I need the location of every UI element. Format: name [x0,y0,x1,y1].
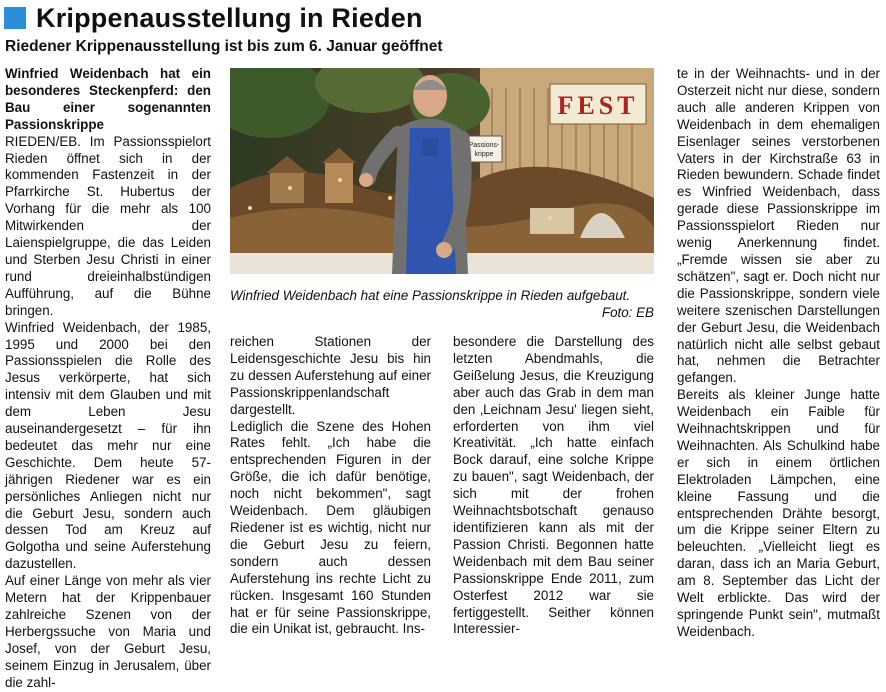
text-column-2 [230,334,431,638]
paragraph: Bereits als kleiner Junge hatte Weidenbach ein Faible für Weihnachtskrippen und für Weihnachten. Als Schulkind habe er sich in einem örtlichen Elektroladen Lämpchen, eine kleine Fassung und die entsprechenden Drähte besorgt, um die Krippe seiner Eltern zu beleuchten. „Vielleicht liegt es daran, dass ich an Maria Geburt, am 8. September das Licht der Welt erblickte. Das wird der springende Punkt sein", mutmaßt Weidenbach. [677,387,880,639]
paragraph: te in der Weihnachts- und in der Osterzeit nicht nur diese, sondern auch alle anderen Krippen von Weidenbach in dem ehemaligen Eisenlager seines verstorbenen Vaters in der Kirchstraße 63 in Rieden bewundern. Schade findet es Winfried Weidenbach, dass gerade diese Passionskrippe im Passionsspielort Rieden nur wenig Anerkennung findet. „Fremde wissen sie aber zu schätzen", sagt er. Doch nicht nur die Passionskrippe, sondern viele weitere szenischen Darstellungen der Geburt Jesu, die Weidenbach natürlich nicht alle selbst gebaut hat, nehmen die Betrachter gefangen. [677,66,880,386]
text-column-3 [453,334,654,638]
caption-text: Winfried Weidenbach hat eine Passionskrippe in Rieden aufgebaut. [230,288,631,303]
banner-text: FEST [557,91,639,120]
article-subtitle: Riedener Krippenausstellung ist bis zum 6. Januar geöffnet [5,38,443,55]
photo-credit: Foto: EB [601,305,654,320]
text-column-1 [5,66,211,692]
headline-marker [4,7,26,29]
headline-row [4,1,423,35]
paragraph: Lediglich die Szene des Hohen Rates fehlt. „Ich habe die entsprechenden Figuren in der Größe, die ich dafür benötige, noch nicht bekommen", sagt Weidenbach. Dem gläubigen Riedener ist es wichtig, nicht nur die Geburt Jesu zu feiern, sondern auch dessen Auferstehung ins rechte Licht zu rücken. Insgesamt 160 Stunden hat er für seine Passionskrippe, die ein Unikat ist, gebraucht. Ins- [230,418,431,637]
paragraph: Auf einer Länge von mehr als vier Metern hat der Krippenbauer zahlreiche Szenen von der Herbergssuche von Maria und Josef, von der Geburt Jesu, seinem Einzug in Jerusalem, über die zahl- [5,573,211,690]
paragraph: besondere die Darstellung des letzten Abendmahls, die Geißelung Jesus, die Kreuzigung aber auch das Grab in dem man den ‚Leichnam Jesu' liegen sieht, erforderten von ihm viel Kreativität. „Ich hatte einfach Bock darauf, eine solche Krippe zu bauen", sagt Weidenbach, der sich mit der frohen Weihnachtsbotschaft genauso identifizieren kann als mit der Passion Christi. Begonnen hatte Weidenbach mit dem Bau seiner Passionskrippe Ende 2011, zum Osterfest 2012 war sie fertiggestellt. Seither können Interessier- [453,334,654,637]
article-title: Krippenausstellung in Rieden [36,2,423,33]
passionskrippe-sign [466,136,502,162]
article-photo [230,68,654,274]
article-lead: Winfried Weidenbach hat ein besonderes Steckenpferd: den Bau einer sogenannten Passionskrippe [5,66,211,132]
paragraph: Winfried Weidenbach, der 1985, 1995 und 2000 bei den Passionsspielen die Rolle des Jesus verkörperte, hat sich intensiv mit dem Glauben und mit dem Leben Jesu auseinandergesetzt – für ihn bedeutet das mehr nur eine Geschichte. Dem heute 57-jährigen Riedener war es ein persönliches Anliegen nicht nur die Geburt Jesu, sondern auch dessen Tod am Kreuz auf Golgotha und seine Auferstehung dazustellen. [5,319,211,572]
photo-illustration [230,68,654,274]
photo-caption [230,287,654,321]
svg-text:krippe: krippe [474,151,494,158]
text-column-4 [677,66,880,641]
paragraph: reichen Stationen der Leidensgeschichte Jesu bis hin zu dessen Auferstehung auf einer Passionskrippenlandschaft dargestellt. [230,334,431,417]
svg-text:Passions-: Passions- [468,142,500,149]
paragraph: RIEDEN/EB. Im Passionsspielort Rieden öffnet sich in der kommenden Fastenzeit in der Pfarrkirche St. Hubertus der Vorhang für die mehr als 100 Mitwirkenden der Laienspielgruppe, die das Leiden und Sterben Jesu Christi in einer rund dreieinhalbstündigen Aufführung, auf die Bühne bringen. [5,133,211,318]
